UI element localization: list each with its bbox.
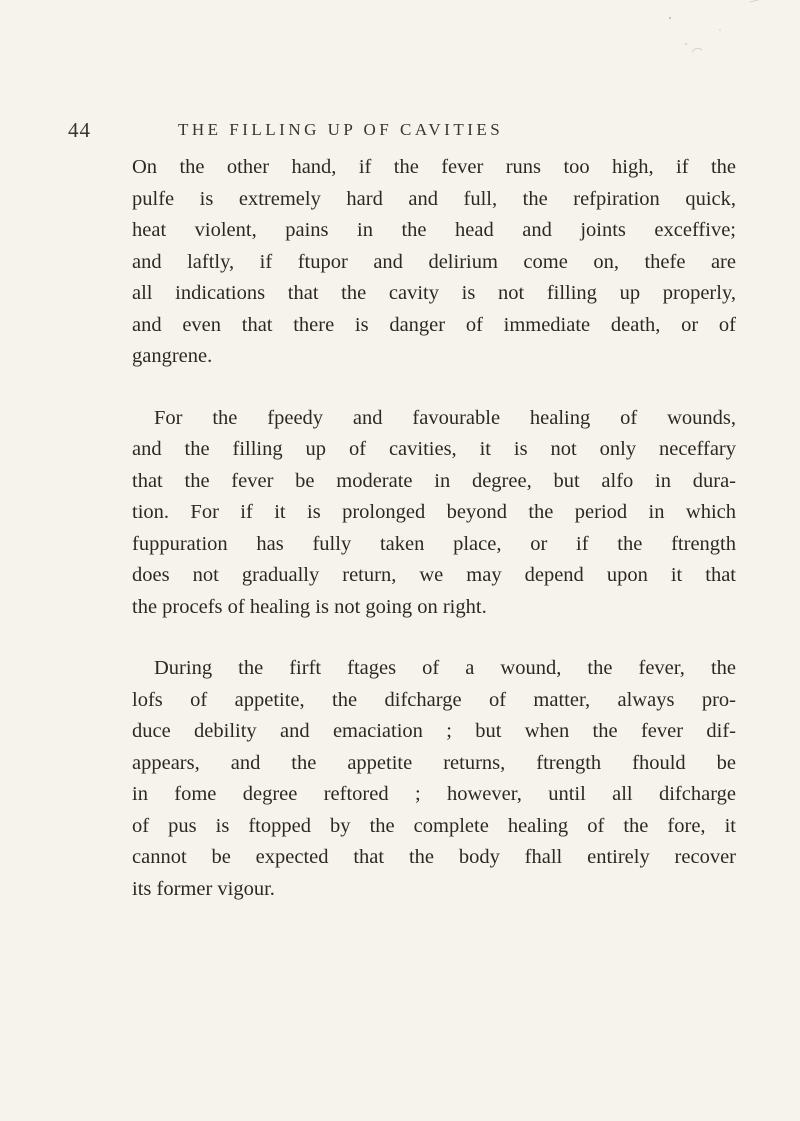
running-header bbox=[68, 118, 728, 144]
body-text bbox=[132, 152, 736, 905]
text-line: that the fever be moderate in degree, but alfo in dura- bbox=[132, 469, 736, 492]
text-line: in fome degree reftored ; however, until all difcharge bbox=[132, 783, 736, 805]
text-line: fuppuration has fully taken place, or if the ftrength bbox=[132, 532, 736, 555]
text-line: its former vigour. bbox=[132, 877, 275, 900]
text-line: tion. For if it is prolonged beyond the period in which bbox=[132, 501, 736, 523]
paragraph-3 bbox=[132, 653, 736, 905]
text-line: and even that there is danger of immediate death, or of bbox=[132, 313, 736, 336]
page-number: 44 bbox=[68, 118, 91, 142]
text-line: and the filling up of cavities, it is not only neceffary bbox=[132, 438, 736, 460]
text-line: gangrene. bbox=[132, 345, 213, 367]
text-line: heat violent, pains in the head and joints exceffive; bbox=[132, 219, 736, 241]
paper-specks bbox=[600, 0, 760, 90]
paragraph-1 bbox=[132, 152, 736, 373]
text-line: does not gradually return, we may depend upon it that bbox=[132, 564, 736, 586]
text-line: lofs of appetite, the difcharge of matter, always pro- bbox=[132, 688, 736, 711]
text-line: pulfe is extremely hard and full, the refpiration quick, bbox=[132, 187, 736, 210]
text-line: cannot be expected that the body fhall entirely recover bbox=[132, 846, 736, 868]
running-title: THE FILLING UP OF CAVITIES bbox=[178, 120, 504, 139]
text-line: and laftly, if ftupor and delirium come on, thefe are bbox=[132, 250, 736, 273]
paragraph-2 bbox=[132, 403, 736, 624]
text-line: of pus is ftopped by the complete healing of the fore, it bbox=[132, 814, 736, 837]
text-line: duce debility and emaciation ; but when the fever dif- bbox=[132, 720, 736, 742]
text-line: During the firft ftages of a wound, the fever, the bbox=[154, 657, 736, 679]
text-line: appears, and the appetite returns, ftrength fhould be bbox=[132, 751, 736, 774]
text-line: On the other hand, if the fever runs too high, if the bbox=[132, 156, 736, 178]
text-line: For the fpeedy and favourable healing of wounds, bbox=[154, 406, 736, 429]
text-line: the procefs of healing is not going on right. bbox=[132, 595, 487, 618]
text-line: all indications that the cavity is not filling up properly, bbox=[132, 282, 736, 304]
